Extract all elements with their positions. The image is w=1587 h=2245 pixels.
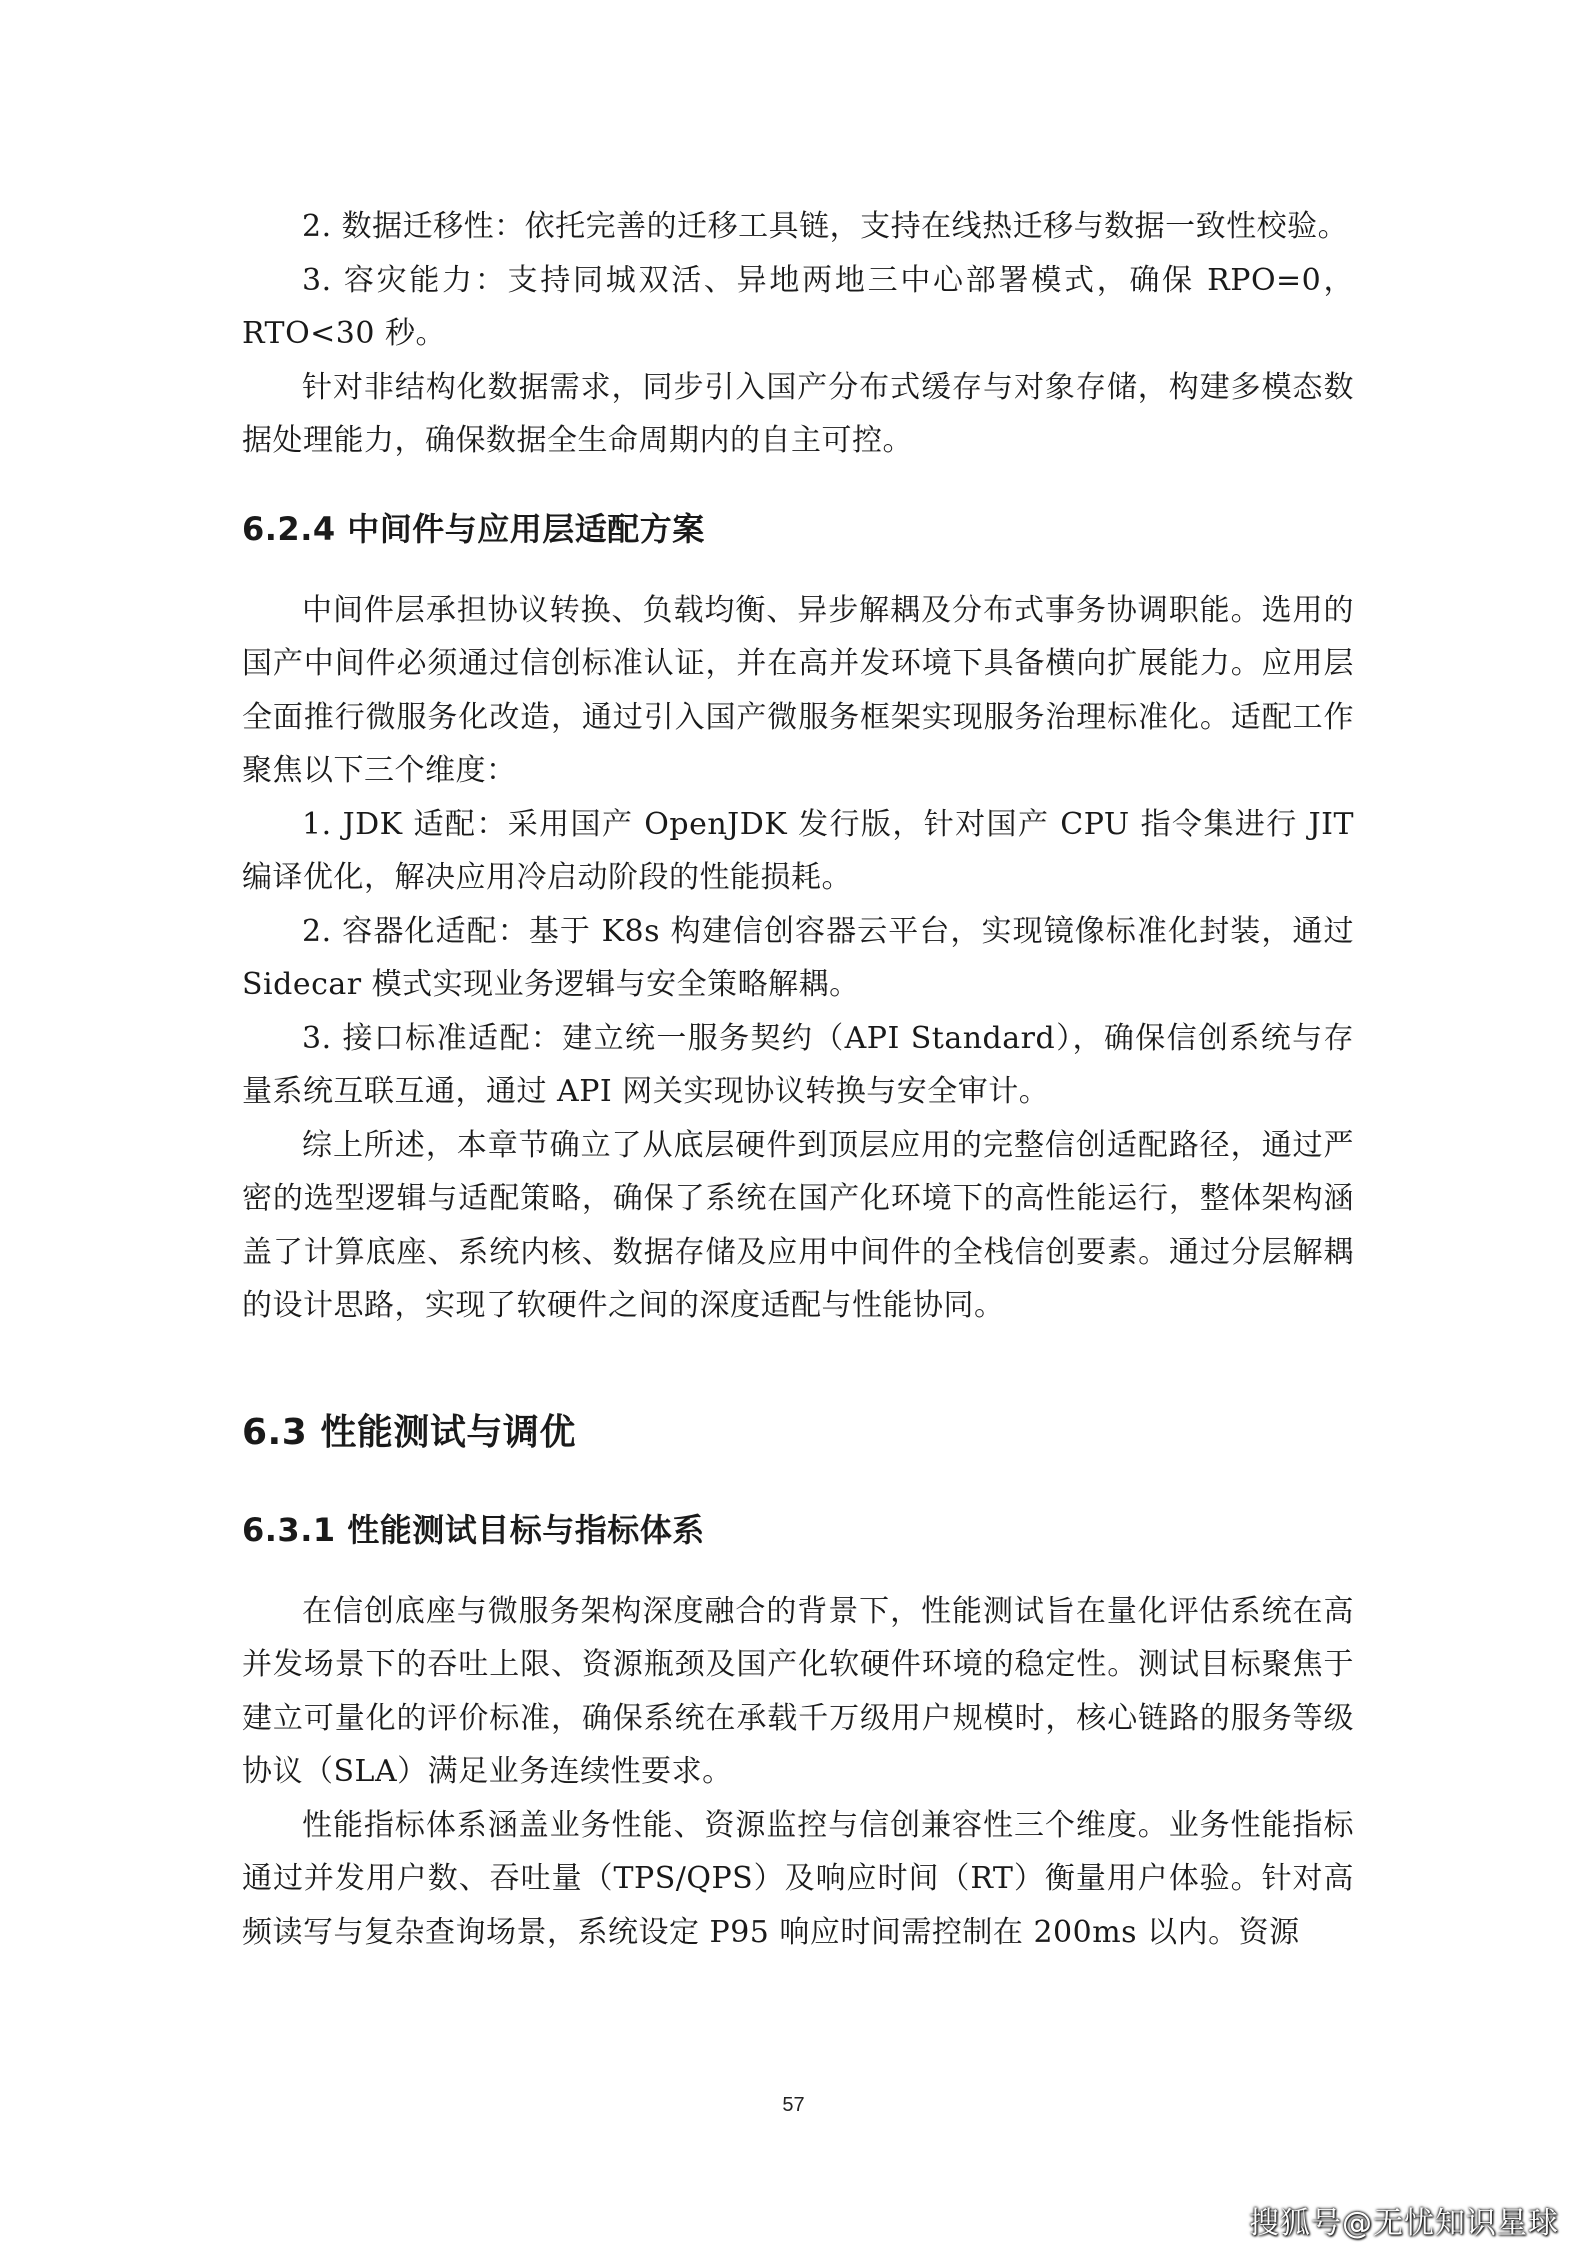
- paragraph-interface-adaptation: 3. 接口标准适配：建立统一服务契约（API Standard），确保信创系统与存量系统互联互通，通过 API 网关实现协议转换与安全审计。: [242, 1020, 1354, 1109]
- heading-number: 6.3: [242, 1411, 308, 1453]
- paragraph-unstructured-data: 针对非结构化数据需求，同步引入国产分布式缓存与对象存储，构建多模态数据处理能力，确保数据全生命周期内的自主可控。: [242, 369, 1354, 458]
- paragraph-metrics-system: 性能指标体系涵盖业务性能、资源监控与信创兼容性三个维度。业务性能指标通过并发用户数、吞吐量（TPS/QPS）及响应时间（RT）衡量用户体验。针对高频读写与复杂查询场景，系统设定 P95 响应时间需控制在 200ms 以内。资源: [242, 1807, 1354, 1950]
- paragraph-test-goals: 在信创底座与微服务架构深度融合的背景下，性能测试旨在量化评估系统在高并发场景下的吞吐上限、资源瓶颈及国产化软硬件环境的稳定性。测试目标聚焦于建立可量化的评价标准，确保系统在承载千万级用户规模时，核心链路的服务等级协议（SLA）满足业务连续性要求。: [242, 1593, 1354, 1789]
- heading-number: 6.3.1: [242, 1510, 336, 1549]
- paragraph-disaster-recovery: 3. 容灾能力：支持同城双活、异地两地三中心部署模式，确保 RPO=0，RTO<30 秒。: [242, 262, 1354, 351]
- heading-title: 中间件与应用层适配方案: [347, 509, 705, 548]
- page-number: 57: [782, 2094, 805, 2116]
- paragraph-summary: 综上所述，本章节确立了从底层硬件到顶层应用的完整信创适配路径，通过严密的选型逻辑与适配策略，确保了系统在国产化环境下的高性能运行，整体架构涵盖了计算底座、系统内核、数据存储及应用中间件的全栈信创要素。通过分层解耦的设计思路，实现了软硬件之间的深度适配与性能协同。: [242, 1127, 1354, 1323]
- paragraph-middleware-intro: 中间件层承担协议转换、负载均衡、异步解耦及分布式事务协调职能。选用的国产中间件必须通过信创标准认证，并在高并发环境下具备横向扩展能力。应用层全面推行微服务化改造，通过引入国产微服务框架实现服务治理标准化。适配工作聚焦以下三个维度：: [242, 592, 1354, 788]
- heading-6-3-1: [242, 1505, 1354, 1555]
- page-content: [242, 200, 1354, 1959]
- watermark: 搜狐号@无忧知识星球: [1249, 2206, 1559, 2241]
- heading-6-3: [242, 1405, 1354, 1461]
- heading-6-2-4: [242, 504, 1354, 554]
- heading-title: 性能测试目标与指标体系: [347, 1510, 705, 1549]
- paragraph-container-adaptation: 2. 容器化适配：基于 K8s 构建信创容器云平台，实现镜像标准化封装，通过 Sidecar 模式实现业务逻辑与安全策略解耦。: [242, 913, 1354, 1002]
- heading-title: 性能测试与调优: [320, 1411, 576, 1453]
- paragraph-jdk-adaptation: 1. JDK 适配：采用国产 OpenJDK 发行版，针对国产 CPU 指令集进行 JIT 编译优化，解决应用冷启动阶段的性能损耗。: [242, 806, 1354, 895]
- paragraph-data-migration: 2. 数据迁移性：依托完善的迁移工具链，支持在线热迁移与数据一致性校验。: [302, 209, 1349, 244]
- heading-number: 6.2.4: [242, 509, 336, 548]
